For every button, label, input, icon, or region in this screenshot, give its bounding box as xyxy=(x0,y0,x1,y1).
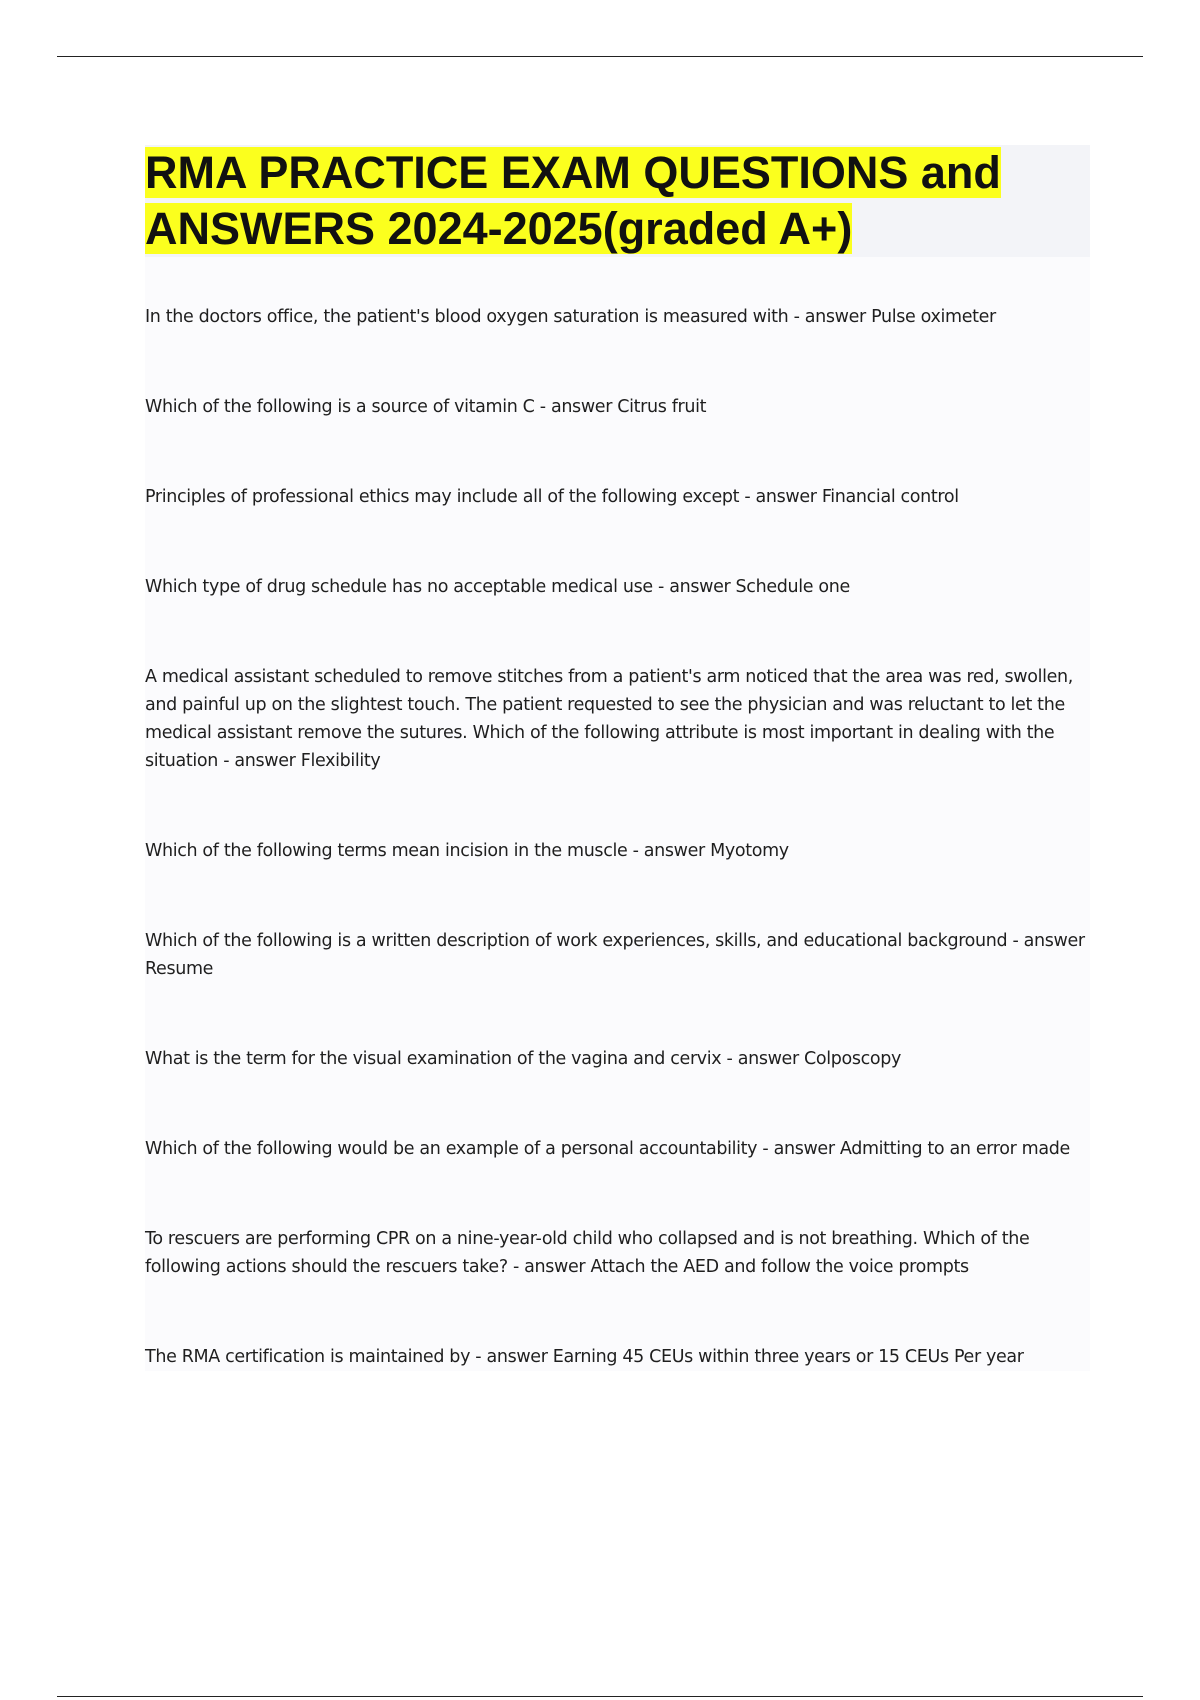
qa-item-2: Which of the following is a source of vitamin C - answer Citrus fruit xyxy=(145,397,707,417)
qa-item-7: Which of the following is a written description of work experiences, skills, and educational background - answer Resume xyxy=(145,931,1085,979)
qa-item-5: A medical assistant scheduled to remove stitches from a patient's arm noticed that the area was red, swollen, and painful up on the slightest touch. The patient requested to see the physician and was reluctant to let the medical assistant remove the sutures. Which of the following attribute is most important in dealing with the situation - answer Flexibility xyxy=(145,667,1074,771)
qa-item-8: What is the term for the visual examination of the vagina and cervix - answer Colposcopy xyxy=(145,1049,902,1069)
qa-item-6: Which of the following terms mean incision in the muscle - answer Myotomy xyxy=(145,841,789,861)
qa-item-10: To rescuers are performing CPR on a nine-year-old child who collapsed and is not breathing. Which of the following actions should the rescuers take? - answer Attach the AED and follow the voice prompts xyxy=(145,1229,1030,1277)
qa-list xyxy=(145,303,1090,1371)
qa-item-3: Principles of professional ethics may include all of the following except - answer Financial control xyxy=(145,487,959,507)
qa-item-1: In the doctors office, the patient's blood oxygen saturation is measured with - answer Pulse oximeter xyxy=(145,307,996,327)
document-content xyxy=(145,145,1090,1371)
title-block xyxy=(145,145,1090,257)
qa-item-9: Which of the following would be an example of a personal accountability - answer Admitting to an error made xyxy=(145,1139,1070,1159)
document-title-text: RMA PRACTICE EXAM QUESTIONS and ANSWERS 2024-2025(graded A+) xyxy=(145,147,1001,254)
top-rule xyxy=(57,56,1143,57)
qa-item-4: Which type of drug schedule has no acceptable medical use - answer Schedule one xyxy=(145,577,850,597)
bottom-rule xyxy=(57,1696,1143,1697)
qa-item-11: The RMA certification is maintained by - answer Earning 45 CEUs within three years or 15 CEUs Per year xyxy=(145,1347,1024,1367)
document-title xyxy=(145,145,1090,257)
